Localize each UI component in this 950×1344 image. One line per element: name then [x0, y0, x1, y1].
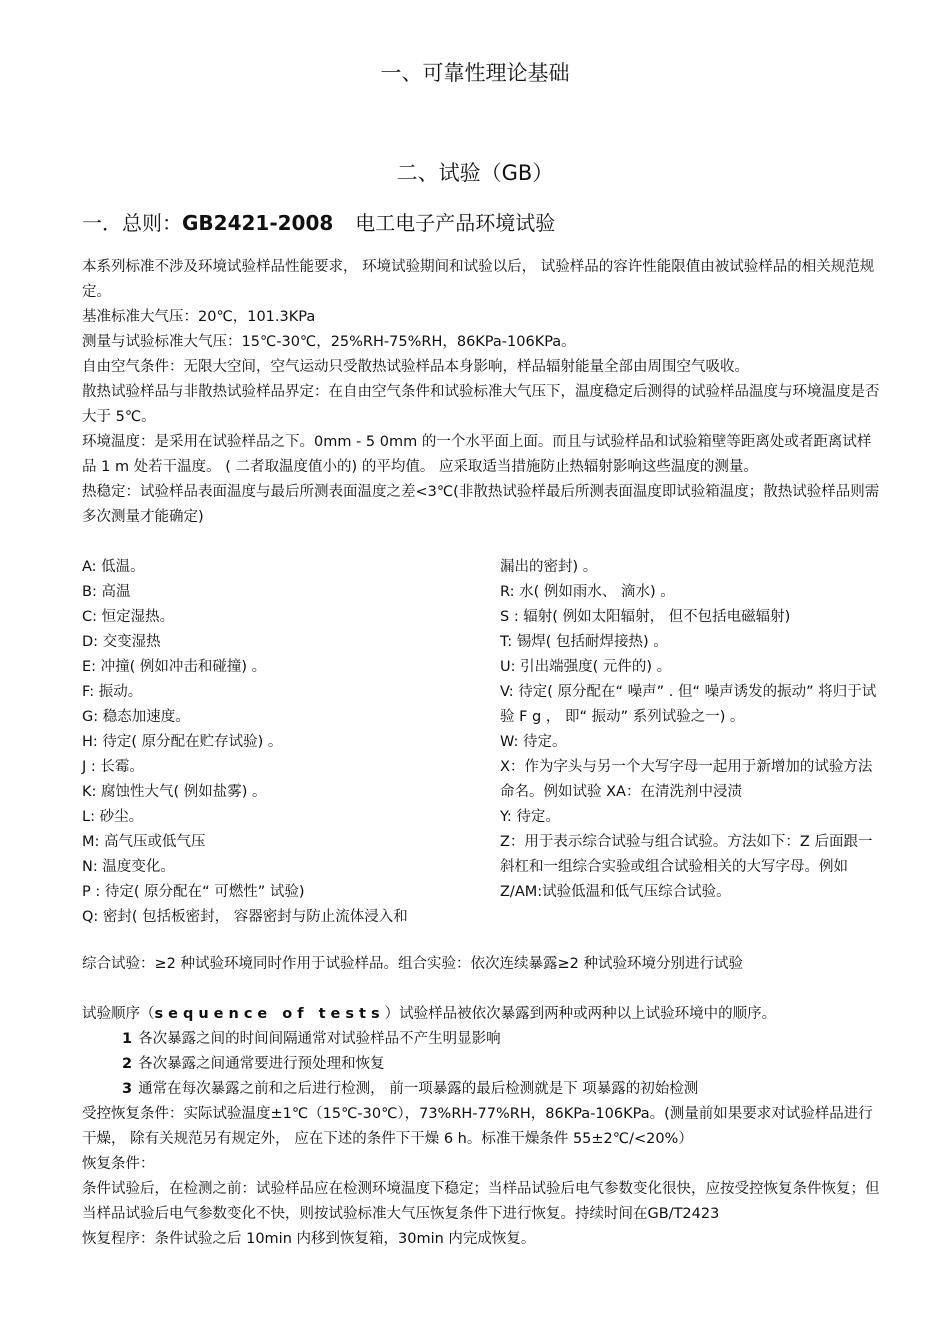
- list-item: P : 待定( 原分配在“ 可燃性” 试验): [82, 884, 305, 900]
- intro-para: 基准标准大气压：20℃，101.3KPa: [82, 309, 316, 325]
- list-item: X：作为字头与另一个大写字母一起用于新增加的试验方法命名。例如试验 XA：在清洗剂中浸渍: [500, 759, 873, 800]
- sequence-item: [82, 1077, 882, 1102]
- list-item: E: 冲撞( 例如冲击和碰撞) 。: [82, 659, 267, 675]
- title-test-gb: 二、试验（GB）: [396, 161, 554, 185]
- list-item: B: 高温: [82, 584, 131, 600]
- list-item: Q: 密封( 包括板密封， 容器密封与防止流体浸入和: [82, 909, 408, 925]
- sequence-block: [82, 1002, 882, 1252]
- section-code: GB2421-2008: [182, 211, 334, 235]
- recovery-condition-para: 条件试验后，在检测之前：试验样品应在检测环境温度下稳定；当样品试验后电气参数变化很快，应按受控恢复条件恢复；但当样品试验后电气参数变化不快，则按试验标准大气压恢复条件下进行恢复。持续时间在GB/T2423: [82, 1181, 880, 1222]
- list-item: K: 腐蚀性大气( 例如盐雾) 。: [82, 784, 267, 800]
- intro-para: 测量与试验标准大气压：15℃-30℃，25%RH-75%RH，86KPa-106KPa。: [82, 334, 576, 350]
- recovery-control-para: 受控恢复条件：实际试验温度±1℃（15℃-30℃），73%RH-77%RH，86KPa-106KPa。(测量前如果要求对试验样品进行干燥， 除有关规范另有规定外， 应在下述的条件下干燥 6 h。标准干燥条件 55±2℃/<20%）: [82, 1106, 873, 1147]
- combined-test-para: 综合试验：≥2 种试验环境同时作用于试验样品。组合实验：依次连续暴露≥2 种试验环境分别进行试验: [82, 956, 743, 972]
- list-item: H: 待定( 原分配在贮存试验) 。: [82, 734, 283, 750]
- list-item: T: 锡焊( 包括耐焊接热) 。: [500, 634, 668, 650]
- item-number: 3: [122, 1081, 133, 1097]
- item-text: 各次暴露之间的时间间隔通常对试验样品不产生明显影响: [138, 1031, 501, 1047]
- recovery-procedure-para: 恢复程序：条件试验之后 10min 内移到恢复箱，30min 内完成恢复。: [82, 1231, 536, 1247]
- list-item: J : 长霉。: [82, 759, 144, 775]
- sequence-suffix: ）试验样品被依次暴露到两种或两种以上试验环境中的顺序。: [384, 1006, 777, 1022]
- list-item: U: 引出端强度( 元件的) 。: [500, 659, 672, 675]
- title-reliability: 一、可靠性理论基础: [380, 61, 570, 85]
- list-item: F: 振动。: [82, 684, 143, 700]
- list-item: G: 稳态加速度。: [82, 709, 190, 725]
- intro-para: 自由空气条件：无限大空间，空气运动只受散热试验样品本身影响，样品辐射能量全部由周围空气吸收。: [82, 359, 749, 375]
- intro-para: 散热试验样品与非散热试验样品界定：在自由空气条件和试验标准大气压下，温度稳定后测得的试验样品温度与环境温度是否大于 5℃。: [82, 384, 880, 425]
- combined-test-block: [82, 952, 882, 977]
- sequence-prefix: 试验顺序（: [82, 1006, 155, 1022]
- sequence-para: [82, 1002, 882, 1027]
- intro-para: 环境温度：是采用在试验样品之下。0mm - 5 0mm 的一个水平面上面。而且与试验样品和试验箱壁等距离处或者距离试样品 1 m 处若干温度。 ( 二者取温度值小的) 的平均值。 应采取适当措施防止热辐射影响这些温度的测量。: [82, 434, 872, 475]
- list-item: N: 温度变化。: [82, 859, 175, 875]
- intro-para: 本系列标准不涉及环境试验样品性能要求， 环境试验期间和试验以后， 试验样品的容许性能限值由被试验样品的相关规范规定。: [82, 259, 875, 300]
- list-item: W: 待定。: [500, 734, 567, 750]
- list-item: L: 砂尘。: [82, 809, 144, 825]
- item-text: 通常在每次暴露之前和之后进行检测， 前一项暴露的最后检测就是下 项暴露的初始检测: [138, 1081, 699, 1097]
- list-item: M: 高气压或低气压: [82, 834, 206, 850]
- list-item: Y: 待定。: [500, 809, 560, 825]
- recovery-condition-label: 恢复条件：: [82, 1156, 155, 1172]
- list-item: S : 辐射( 例如太阳辐射， 但不包括电磁辐射): [500, 609, 791, 625]
- section-heading: [82, 208, 555, 238]
- section-rest: 电工电子产品环境试验: [355, 211, 556, 235]
- item-number: 1: [122, 1031, 133, 1047]
- list-item: Z：用于表示综合试验与组合试验。方法如下：Z 后面跟一斜杠和一组综合实验或组合试验相关的大写字母。例如 Z/AM:试验低温和低气压综合试验。: [500, 834, 873, 900]
- list-item: V: 待定( 原分配在“ 噪声” . 但“ 噪声诱发的振动” 将归于试验 F g ， 即“ 振动” 系列试验之一) 。: [500, 684, 877, 725]
- list-item: C: 恒定湿热。: [82, 609, 175, 625]
- list-item: D: 交变湿热: [82, 634, 161, 650]
- item-number: 2: [122, 1056, 133, 1072]
- test-code-list-left: [82, 555, 472, 930]
- list-item: R: 水( 例如雨水、 滴水) 。: [500, 584, 675, 600]
- intro-block: [82, 255, 882, 530]
- list-item: 漏出的密封) 。: [500, 559, 598, 575]
- sequence-item: [82, 1027, 882, 1052]
- section-prefix: 一．总则：: [82, 211, 182, 235]
- sequence-term: sequence of tests: [154, 1006, 385, 1022]
- sequence-item: [82, 1052, 882, 1077]
- list-item: A: 低温。: [82, 559, 145, 575]
- item-text: 各次暴露之间通常要进行预处理和恢复: [138, 1056, 385, 1072]
- test-code-list-right: [500, 555, 884, 905]
- intro-para: 热稳定：试验样品表面温度与最后所测表面温度之差<3℃(非散热试验样最后所测表面温度即试验箱温度；散热试验样品则需多次测量才能确定): [82, 484, 880, 525]
